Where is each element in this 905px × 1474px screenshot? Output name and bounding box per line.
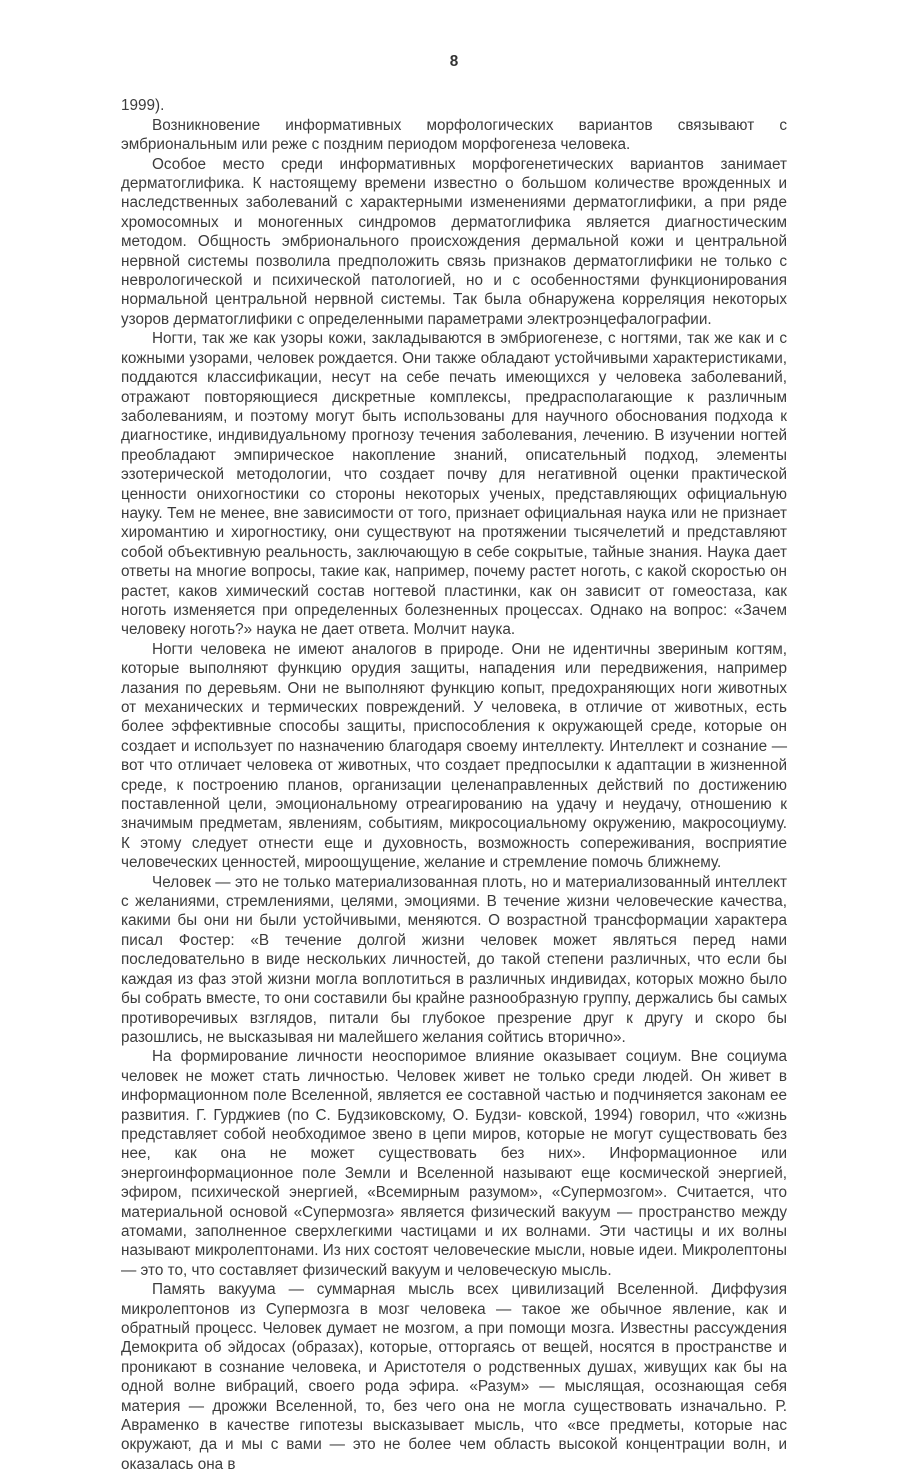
paragraph: Человек — это не только материализованная плоть, но и материализованный интеллект с желаниями, стремлениями, целями, эмоциями. В течение жизни человеческие качества, какими бы они ни были устойчивыми, меняются. О возрастной трансформации характера писал Фостер: «В течение долгой жизни человек может являться перед нами последовательно в виде нескольких личностей, до такой степени различных, что если бы каждая из фаз этой жизни могла воплотиться в различных индивидах, которых можно было бы собрать вместе, то они составили бы крайне разнообразную группу, держались бы самых противоречивых взглядов, питали бы глубокое презрение друг к другу и скоро бы разошлись, не высказывая ни малейшего желания сойтись вторично». [121,873,787,1046]
page-body [121,96,787,1474]
paragraph: Ногти человека не имеют аналогов в природе. Они не идентичны звериным когтям, которые выполняют функцию орудия защиты, нападения или передвижения, например лазания по деревьям. Они не выполняют функцию копыт, предохраняющих ноги животных от механических и термических повреждений. У человека, в отличие от животных, есть более эффективные способы защиты, приспособления к окружающей среде, которые он создает и использует по назначению благодаря своему интеллекту. Интеллект и сознание — вот что отличает человека от животных, что создает предпосылки к адаптации в жизненной среде, к построению планов, организации целенаправленных действий по достижению поставленной цели, эмоциональному отреагированию на удачу и неудачу, отношению к значимым предметам, явлениям, событиям, микросоциальному окружению, макросоциуму. К этому следует отнести еще и духовность, возможность сопереживания, восприятие человеческих ценностей, мироощущение, желание и стремление помочь ближнему. [121,640,787,872]
continuation-line: 1999). [121,97,165,115]
paragraphs-container [121,116,787,1474]
page-number: 8 [449,53,459,70]
paragraph: На формирование личности неоспоримое влияние оказывает социум. Вне социума человек не может стать личностью. Человек живет не только среди людей. Он живет в информационном поле Вселенной, является ее составной частью и подчиняется законам ее развития. Г. Гурджиев (по С. Будзиковскому, О. Будзи- ковской, 1994) говорил, что «жизнь представляет собой необходимое звено в цепи миров, которые не могут существовать без нее, как она не может существовать без них». Информационное или энергоинформационное поле Земли и Вселенной называют еще космической энергией, эфиром, психической энергией, «Всемирным разумом», «Супермозгом». Считается, что материальной основой «Супермозга» является физический вакуум — пространство между атомами, заполненное сверхлегкими частицами и их волнами. Эти частицы и их волны называют микролептонами. Из них состоят человеческие мысли, новые идеи. Микролептоны — это то, что составляет физический вакуум и человеческую мысль. [121,1048,787,1279]
paragraph: Возникновение информативных морфологических вариантов связывают с эмбриональным или реже с поздним периодом морфогенеза человека. [121,116,787,154]
paragraph: Особое место среди информативных морфогенетических вариантов занимает дерматоглифика. К настоящему времени известно о большом количестве врожденных и наследственных заболеваний с характерными изменениями дерматоглифики, а при ряде хромосомных и моногенных синдромов дерматоглифика является диагностическим методом. Общность эмбрионального происхождения дермальной кожи и центральной нервной системы позволила предположить связь признаков дерматоглифики не только с неврологической и психической патологией, но и с особенностями функционирования нормальной центральной нервной системы. Так была обнаружена корреляция некоторых узоров дерматоглифики с определенными параметрами электроэнцефалографии. [121,155,787,328]
paragraph: Память вакуума — суммарная мысль всех цивилизаций Вселенной. Диффузия микролептонов из Супермозга в мозг человека — такое же обычное явление, как и обратный процесс. Человек думает не мозгом, а при помощи мозга. Известны рассуждения Демокрита об эйдосах (образах), которые, отторгаясь от вещей, носятся в пространстве и проникают в сознание человека, и Аристотеля о родственных душах, живущих как бы на одной волне вибраций, своего рода эфира. «Разум» — мыслящая, осознающая себя материя — дрожжи Вселенной, то, без чего она не могла существовать изначально. Р. Авраменко в качестве гипотезы высказывает мысль, что «все предметы, которые нас окружают, да и мы с вами — это не более чем область высокой концентрации волн, и оказалась она в [121,1281,787,1473]
paragraph: Ногти, так же как узоры кожи, закладываются в эмбриогенезе, с ногтями, так же как и с кожными узорами, человек рождается. Они также обладают устойчивыми характеристиками, поддаются классификации, несут на себе печать имеющихся у человека заболеваний, отражают повторяющиеся дискретные комплексы, предрасполагающие к различным заболеваниям, и поэтому могут быть использованы для научного обоснования подхода к диагностике, индивидуальному прогнозу течения заболевания, лечению. В изучении ногтей преобладают эмпирическое накопление знаний, описательный подход, элементы эзотерической методологии, что создает почву для негативной оценки практической ценности онихогностики со стороны некоторых ученых, представляющих официальную науку. Тем не менее, вне зависимости от того, признает официальная наука или не признает хиромантию и хирогностику, они существуют на протяжении тысячелетий и представляют собой объективную реальность, заключающую в себе сокрытые, тайные знания. Наука дает ответы на многие вопросы, такие как, например, почему растет ноготь, с какой скоростью он растет, каков химический состав ногтевой пластинки, как он зависит от гомеостаза, как ноготь изменяется при определенных болезненных процессах. Однако на вопрос: «Зачем человеку ноготь?» наука не дает ответа. Молчит наука. [121,330,787,639]
